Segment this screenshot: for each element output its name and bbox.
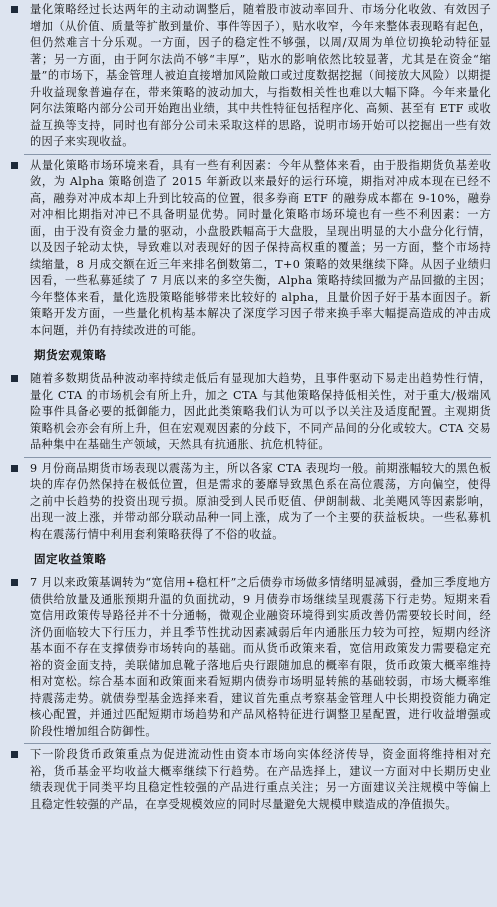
square-bullet-icon xyxy=(11,465,18,472)
square-bullet-icon xyxy=(11,162,18,169)
paragraph-quant-overview xyxy=(6,2,491,151)
section-heading-fixed-income: 固定收益策略 xyxy=(34,552,107,566)
paragraph-text: 9 月份商品期货市场表现以震荡为主，所以各家 CTA 表现均一般。前期涨幅较大的黑色板块的库存仍然保持在极低位置，但是需求的萎靡导致黑色系在高位震荡，方向偏空，使得之前中长趋势的投资出现亏损。原油受到人民币贬值、伊朗制裁、北美飓风等因素影响，出现一波上涨，并带动部分联动品种一同上涨，成为了一个主要的获益板块。一些私募机构在震荡行情中利用套利策略获得了不俗的收益。 xyxy=(30,461,491,541)
paragraph-text: 7 月以来政策基调转为“宽信用+稳杠杆”之后债券市场做多情绪明显减弱，叠加三季度地方债供给放量及通胀预期升温的负面扰动，9 月债券市场继续呈现震荡下行走势。短期来看宽信用政策传导路径并不十分通畅，微观企业融资环境得到实质改善仍需要较长时间，经济仍面临较大下行压力，并且季节性扰动因素减弱后年内通胀压力较为可控，短期内经济基本面不存在支撑债券市场转向的基础。而从货币政策来看，宽信用政策发力需要稳定充裕的资金面支持，美联储加息靴子落地后央行跟随加息的概率有限，货币政策大概率维持相对宽松。综合基本面和政策面来看短期内债券市场明显转熊的基础较弱，市场大概率维持震荡走势。就债券型基金选择来看，建议首先重点考察基金管理人中长期投资能力确定核心配置，并通过匹配短期市场趋势和产品风格特征进行调整卫星配置，进行收益增强或阶段性增加组合防御性。 xyxy=(30,576,491,738)
paragraph-quant-environment xyxy=(6,158,491,340)
section-heading-futures-macro: 期货宏观策略 xyxy=(34,348,107,362)
square-bullet-icon xyxy=(11,579,18,586)
section-divider xyxy=(24,457,491,458)
paragraph-text: 下一阶段货币政策重点为促进流动性由资本市场向实体经济传导，资金面将维持相对充裕，货币基金平均收益大概率继续下行趋势。在产品选择上，建议一方面对中长期历史业绩表现优于同类平均且稳定性较强的产品进行重点关注；另一方面建议关注规模中等偏上且稳定性较强的产品，在享受规模效应的同时尽量避免大规模申赎造成的净值损失。 xyxy=(30,748,491,811)
paragraph-futures-september xyxy=(6,461,491,544)
square-bullet-icon xyxy=(11,751,18,758)
paragraph-fixed-income-money-fund xyxy=(6,747,491,813)
paragraph-text: 从量化策略市场环境来看，具有一些有利因素：今年从整体来看，由于股指期货负基差收敛，为 Alpha 策略创造了 2015 年新政以来最好的运行环境，期指对冲成本现在已经不高，融券对冲成本却上升到比较高的位置，很多券商 ETF 的融券成本都在 9-10%，融券对冲相比期指对冲已不具备明显优势。同时量化策略市场环境也有一些不利因素：一方面，由于没有资金力量的驱动，小盘股跌幅高于大盘股，呈现出明显的大小盘分化行情，以及因子轮动太快，导致难以对表现好的因子保持高权重的覆盖；另一方面，整个市场持续缩量，8 月成交额在近三年来排名倒数第二，T+0 策略的效果继续下降。从因子业绩归因看，一些私募延续了 7 月底以来的多空失衡，Alpha 策略持续回撤为产品回撤的主因；今年整体来看，量化选股策略能够带来比较好的 alpha，且量价因子好于基本面因子。新策略开发方面，一些量化机构基本解决了深度学习因子带来换手率大幅提高造成的冲击成本问题，并仍有持续改进的可能。 xyxy=(30,158,491,337)
paragraph-text: 随着多数期货品种波动率持续走低后有显现加大趋势，且事件驱动下易走出趋势性行情，量化 CTA 的市场机会有所上升，加之 CTA 与其他策略保持低相关性，对于重大/极端风险事件具备必要的抵御能力，因此此类策略我们认为可以予以关注及适度配置。主观期货策略机会亦会有所上升，但在宏观观因素的分歧下，不同产品间的分化或较大。CTA 交易品种集中在基础生产领域，天然具有抗通胀、抗危机特征。 xyxy=(30,372,491,451)
section-divider xyxy=(24,154,491,155)
paragraph-text: 量化策略经过长达两年的主动动调整后，随着股市波动率回升、市场分化收敛、有效因子增加（从价值、质量等扩散到量价、事件等因子），贴水收窄，今年来整体表现略有起色，但仍然难言十分乐观。一方面，因子的稳定性不够强，以周/双周为单位切换轮动特征显著；另一方面，由于阿尔法尚不够“丰厚”，贴水的影响依然比较显著，尤其是在资金“缩量”的市场下，基金管理人被迫直接增加风险敞口或过度数据挖掘（间接放大风险）以期提升收益现象普遍存在，带来策略的波动加大，与指数相关性也难以大幅下降。今年来量化阿尔法策略内部分公司开始跑出业绩，其中共性特征包括程序化、高频、甚至有 ETF 或收益互换等支持，同时也有部分公司未采取这样的思路，说明市场开始可以挖掘出一些有效的因子来实现收益。 xyxy=(30,3,491,148)
section-divider xyxy=(24,743,491,744)
paragraph-fixed-income-bonds xyxy=(6,575,491,740)
paragraph-futures-cta xyxy=(6,371,491,454)
square-bullet-icon xyxy=(11,6,18,13)
square-bullet-icon xyxy=(11,375,18,382)
